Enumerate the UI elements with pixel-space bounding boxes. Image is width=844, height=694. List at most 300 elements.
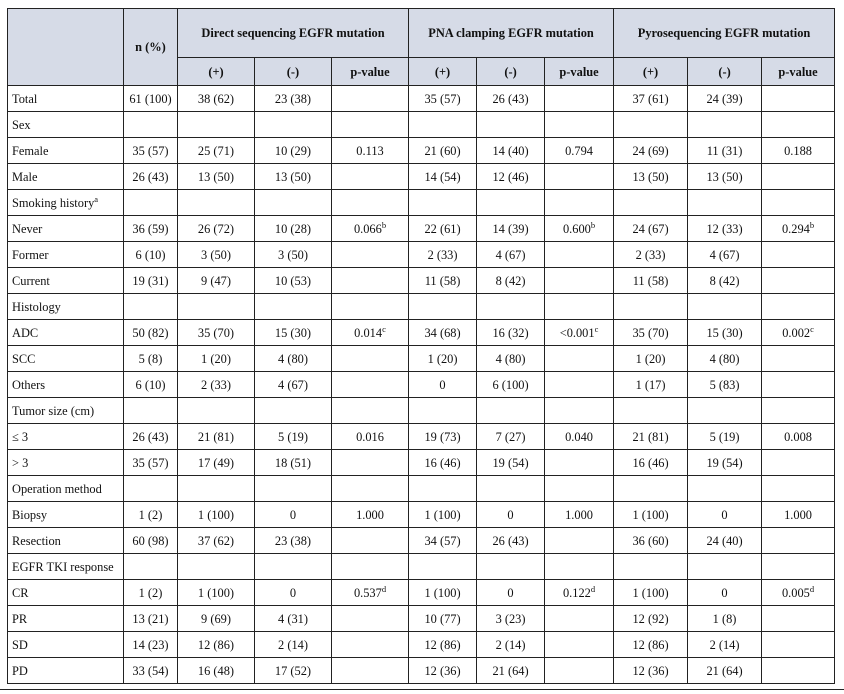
cell-pyro-negative [688,346,762,372]
row-label-cell [8,476,124,502]
cell-pna-positive [409,658,477,684]
cell-pyro-positive [614,268,688,294]
cell-pna-negative [477,242,545,268]
cell-value: 16 (46) [632,455,669,470]
pvalue-footnote: d [590,583,596,594]
header-pna-clamping: PNA clamping EGFR mutation [409,9,614,58]
cell-pyro-positive [614,242,688,268]
cell-n-percent [124,346,178,372]
row-label-cell [8,554,124,580]
cell-value: 1 (100) [197,507,235,522]
cell-pyro-negative [688,658,762,684]
cell-direct-negative [255,450,332,476]
cell-value: 0.188 [784,143,812,158]
cell-direct-negative [255,658,332,684]
cell-value: 19 (31) [132,273,169,288]
cell-pyro-negative [688,216,762,242]
cell-value: 17 (49) [197,455,235,470]
cell-pyro-positive [614,138,688,164]
cell-n-percent [124,554,178,580]
row-label-cell [8,580,124,606]
row-label: Current [12,273,50,288]
cell-value: 4 (67) [278,377,308,392]
cell-n-percent [124,398,178,424]
table-row [8,528,835,554]
cell-value: 1 (20) [201,351,231,366]
cell-pyro-positive [614,528,688,554]
cell-n-percent [124,502,178,528]
row-label: Others [12,377,46,392]
cell-direct-pvalue [332,580,409,606]
row-label-cell [8,450,124,476]
cell-pna-positive [409,242,477,268]
cell-direct-positive [178,528,255,554]
cell-pna-positive [409,112,477,138]
cell-pna-positive [409,268,477,294]
cell-pyro-pvalue [762,294,835,320]
cell-direct-pvalue [332,554,409,580]
cell-value: 21 (60) [424,143,461,158]
cell-direct-negative [255,164,332,190]
cell-direct-positive [178,190,255,216]
cell-pyro-positive [614,398,688,424]
cell-direct-pvalue [332,112,409,138]
cell-value: 26 (43) [132,169,169,184]
cell-pyro-negative [688,242,762,268]
cell-pna-pvalue [545,580,614,606]
cell-value: 6 (10) [135,377,166,392]
cell-value: 16 (46) [424,455,461,470]
cell-value: 34 (57) [424,533,461,548]
cell-pyro-positive [614,86,688,112]
cell-n-percent [124,268,178,294]
cell-pna-positive [409,164,477,190]
cell-value: 2 (33) [201,377,231,392]
row-label: PR [12,611,28,626]
header-direct-positive: (+) [178,58,255,86]
cell-value: 10 (28) [274,221,312,236]
cell-value: 6 (100) [492,377,529,392]
cell-n-percent [124,450,178,476]
cell-value: 13 (21) [132,611,169,626]
header-pna-positive: (+) [409,58,477,86]
cell-pyro-pvalue [762,372,835,398]
cell-direct-positive [178,320,255,346]
cell-value: 4 (80) [709,351,740,366]
header-pna-pvalue: p-value [545,58,614,86]
cell-direct-pvalue [332,476,409,502]
cell-value: 61 (100) [129,91,172,106]
row-label-cell [8,528,124,554]
cell-n-percent [124,528,178,554]
cell-direct-positive [178,580,255,606]
cell-pyro-pvalue [762,320,835,346]
cell-pyro-pvalue [762,606,835,632]
cell-n-percent [124,242,178,268]
cell-value: 4 (31) [278,611,308,626]
header-direct-negative: (-) [255,58,332,86]
header-direct-pvalue: p-value [332,58,409,86]
cell-pyro-negative [688,424,762,450]
row-label-cell [8,606,124,632]
cell-pyro-positive [614,346,688,372]
cell-value: 0 [439,377,446,392]
cell-value: 5 (8) [138,351,163,366]
cell-pyro-negative [688,190,762,216]
cell-direct-negative [255,112,332,138]
cell-pna-positive [409,580,477,606]
cell-value: 1 (100) [632,585,669,600]
cell-value: <0.001 [559,325,595,340]
cell-pna-negative [477,372,545,398]
cell-value: 24 (69) [632,143,669,158]
cell-pna-negative [477,658,545,684]
cell-pyro-negative [688,580,762,606]
table-row [8,658,835,684]
cell-value: 0 [507,507,514,522]
cell-value: 60 (98) [132,533,169,548]
cell-pyro-negative [688,320,762,346]
cell-n-percent [124,476,178,502]
cell-value: 2 (14) [709,637,740,652]
row-label: SD [12,637,28,652]
row-label: ≤ 3 [12,429,29,444]
table-row [8,502,835,528]
cell-value: 26 (43) [492,533,529,548]
cell-n-percent [124,424,178,450]
cell-direct-negative [255,242,332,268]
cell-pna-negative [477,138,545,164]
table-row [8,268,835,294]
cell-pna-pvalue [545,190,614,216]
table-header [8,9,835,86]
cell-direct-positive [178,294,255,320]
cell-pyro-positive [614,632,688,658]
cell-pyro-negative [688,502,762,528]
egfr-mutation-table [7,8,835,684]
cell-pyro-positive [614,554,688,580]
cell-value: 4 (80) [278,351,308,366]
cell-value: 1 (100) [424,585,461,600]
cell-direct-positive [178,164,255,190]
cell-pna-pvalue [545,398,614,424]
cell-pyro-pvalue [762,632,835,658]
header-pyro-pvalue: p-value [762,58,835,86]
cell-pyro-positive [614,320,688,346]
row-label: Male [12,169,38,184]
cell-pyro-pvalue [762,242,835,268]
cell-pyro-pvalue [762,216,835,242]
cell-pna-negative [477,554,545,580]
pvalue-footnote: b [590,219,596,230]
cell-value: 9 (47) [201,273,231,288]
cell-direct-negative [255,190,332,216]
cell-n-percent [124,190,178,216]
cell-value: 12 (86) [632,637,669,652]
cell-value: 21 (81) [632,429,669,444]
table-row [8,216,835,242]
cell-value: 0.600 [562,221,591,236]
cell-direct-pvalue [332,606,409,632]
row-label-cell [8,372,124,398]
cell-pna-negative [477,190,545,216]
cell-direct-positive [178,268,255,294]
cell-pyro-positive [614,502,688,528]
cell-direct-positive [178,450,255,476]
table-row [8,476,835,502]
cell-value: 0 [289,585,297,600]
cell-pyro-positive [614,190,688,216]
cell-value: 1 (2) [138,585,163,600]
cell-value: 19 (54) [706,455,743,470]
cell-pna-positive [409,606,477,632]
row-label-cell [8,216,124,242]
cell-value: 0.794 [565,143,593,158]
row-label-cell [8,346,124,372]
cell-value: 23 (38) [274,91,312,106]
cell-direct-pvalue [332,242,409,268]
cell-value: 14 (39) [492,221,529,236]
cell-n-percent [124,294,178,320]
cell-direct-positive [178,346,255,372]
cell-direct-positive [178,424,255,450]
cell-direct-positive [178,606,255,632]
cell-value: 7 (27) [495,429,526,444]
cell-pna-negative [477,216,545,242]
cell-value: 2 (14) [495,637,526,652]
cell-pna-negative [477,164,545,190]
cell-value: 34 (68) [424,325,461,340]
cell-direct-pvalue [332,346,409,372]
cell-direct-positive [178,476,255,502]
cell-direct-positive [178,216,255,242]
row-label-cell [8,658,124,684]
cell-value: 0.537 [353,585,382,600]
cell-pyro-positive [614,164,688,190]
cell-value: 9 (69) [201,611,231,626]
cell-value: 13 (50) [274,169,312,184]
cell-pyro-positive [614,372,688,398]
cell-pna-negative [477,632,545,658]
cell-direct-pvalue [332,294,409,320]
cell-value: 2 (33) [635,247,666,262]
cell-pna-positive [409,502,477,528]
cell-value: 0.002 [782,325,811,340]
cell-direct-pvalue [332,190,409,216]
cell-pyro-pvalue [762,658,835,684]
cell-direct-negative [255,554,332,580]
cell-value: 4 (67) [709,247,740,262]
cell-value: 0.008 [784,429,812,444]
bottom-rule [0,689,844,690]
pvalue-footnote: d [381,583,387,594]
egfr-mutation-table-container [7,8,835,684]
cell-value: 14 (23) [132,637,169,652]
cell-value: 0.294 [781,221,810,236]
cell-direct-negative [255,268,332,294]
table-row [8,424,835,450]
cell-pyro-negative [688,398,762,424]
cell-value: 6 (10) [135,247,166,262]
cell-value: 0.005 [781,585,810,600]
cell-pna-positive [409,554,477,580]
cell-value: 0.122 [562,585,591,600]
cell-value: 21 (81) [197,429,235,444]
header-pyro-positive: (+) [614,58,688,86]
cell-value: 26 (43) [492,91,529,106]
cell-value: 12 (86) [197,637,235,652]
cell-value: 24 (40) [706,533,743,548]
cell-pna-negative [477,502,545,528]
cell-direct-negative [255,632,332,658]
cell-value: 8 (42) [709,273,740,288]
cell-direct-pvalue [332,450,409,476]
cell-direct-negative [255,86,332,112]
table-row [8,164,835,190]
cell-pna-pvalue [545,138,614,164]
row-label: Never [12,221,43,236]
cell-pna-negative [477,268,545,294]
table-row [8,398,835,424]
cell-pna-negative [477,528,545,554]
cell-value: 18 (51) [274,455,312,470]
cell-pna-negative [477,86,545,112]
header-n-percent: n (%) [124,9,178,86]
row-label-cell [8,164,124,190]
row-label-cell [8,112,124,138]
cell-value: 1 (17) [635,377,666,392]
cell-value: 4 (67) [495,247,526,262]
cell-value: 15 (30) [706,325,743,340]
cell-n-percent [124,112,178,138]
pvalue-footnote: c [594,323,599,334]
row-label-cell [8,242,124,268]
row-label: Former [12,247,49,262]
cell-n-percent [124,86,178,112]
cell-value: 23 (38) [274,533,312,548]
cell-direct-negative [255,216,332,242]
cell-value: 1 (2) [138,507,163,522]
cell-direct-pvalue [332,216,409,242]
cell-value: 1.000 [784,507,812,522]
cell-value: 26 (72) [197,221,235,236]
cell-value: 37 (62) [197,533,235,548]
cell-value: 12 (33) [706,221,743,236]
cell-direct-pvalue [332,138,409,164]
table-row [8,190,835,216]
cell-pyro-pvalue [762,554,835,580]
table-body [8,86,835,684]
cell-direct-negative [255,372,332,398]
cell-pna-pvalue [545,632,614,658]
cell-value: 0 [721,585,728,600]
cell-pyro-pvalue [762,476,835,502]
cell-value: 11 (58) [632,273,669,288]
cell-pna-positive [409,216,477,242]
cell-pyro-positive [614,476,688,502]
cell-direct-positive [178,372,255,398]
cell-direct-positive [178,502,255,528]
cell-value: 3 (50) [278,247,308,262]
cell-pyro-pvalue [762,268,835,294]
cell-value: 0.040 [565,429,593,444]
cell-value: 13 (50) [197,169,235,184]
header-blank-cell [8,9,124,86]
cell-pyro-positive [614,216,688,242]
cell-pna-negative [477,476,545,502]
cell-direct-negative [255,502,332,528]
cell-pna-pvalue [545,216,614,242]
cell-pna-pvalue [545,424,614,450]
cell-pna-pvalue [545,372,614,398]
cell-value: 1.000 [565,507,593,522]
cell-value: 50 (82) [132,325,169,340]
cell-pyro-pvalue [762,190,835,216]
cell-value: 10 (29) [274,143,312,158]
row-label-cell [8,86,124,112]
cell-value: 11 (31) [706,143,743,158]
cell-pyro-negative [688,554,762,580]
cell-n-percent [124,216,178,242]
cell-value: 24 (39) [706,91,743,106]
cell-direct-pvalue [332,164,409,190]
cell-pna-negative [477,606,545,632]
cell-pyro-positive [614,658,688,684]
cell-pna-positive [409,190,477,216]
table-row [8,86,835,112]
header-pyro-negative: (-) [688,58,762,86]
cell-value: 35 (70) [197,325,235,340]
cell-direct-pvalue [332,632,409,658]
cell-direct-negative [255,580,332,606]
row-label-cell [8,632,124,658]
cell-pyro-pvalue [762,502,835,528]
cell-direct-pvalue [332,502,409,528]
cell-value: 12 (46) [492,169,529,184]
cell-pna-positive [409,424,477,450]
cell-direct-positive [178,398,255,424]
cell-value: 22 (61) [424,221,461,236]
cell-n-percent [124,372,178,398]
row-label: Total [12,91,38,106]
cell-pna-pvalue [545,554,614,580]
cell-pna-negative [477,112,545,138]
cell-n-percent [124,658,178,684]
header-row-groups [8,9,835,58]
row-label: Tumor size (cm) [12,403,95,418]
cell-direct-negative [255,138,332,164]
cell-value: 10 (53) [274,273,312,288]
header-direct-sequencing: Direct sequencing EGFR mutation [178,9,409,58]
cell-pyro-pvalue [762,112,835,138]
cell-value: 19 (73) [424,429,461,444]
cell-value: 11 (58) [424,273,461,288]
cell-pna-pvalue [545,450,614,476]
cell-value: 5 (19) [278,429,308,444]
cell-value: 0 [507,585,514,600]
cell-pna-positive [409,450,477,476]
row-label: Operation method [12,481,102,496]
cell-n-percent [124,320,178,346]
cell-pyro-negative [688,476,762,502]
table-row [8,580,835,606]
row-label-cell [8,138,124,164]
table-row [8,554,835,580]
cell-value: 10 (77) [424,611,461,626]
cell-pna-pvalue [545,164,614,190]
cell-direct-pvalue [332,398,409,424]
row-label: ADC [12,325,39,340]
